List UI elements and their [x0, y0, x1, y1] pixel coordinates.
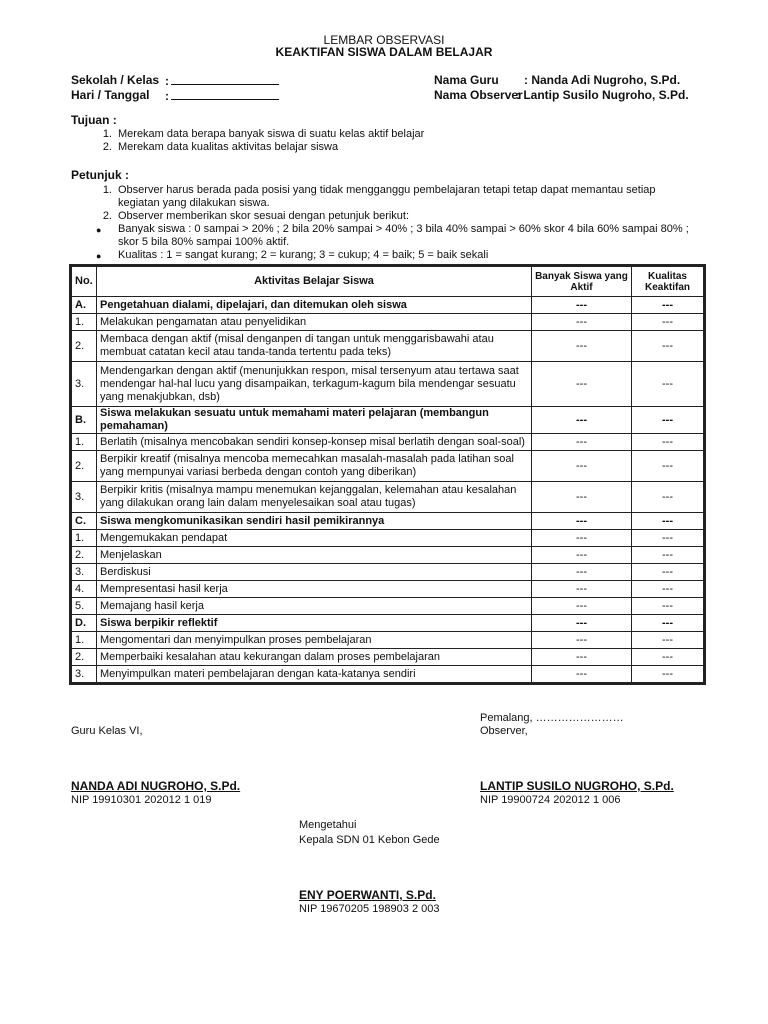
tujuan-list	[102, 128, 718, 154]
table-row	[72, 581, 704, 598]
table-row	[72, 632, 704, 649]
table-row	[72, 482, 704, 513]
table-section-row	[72, 297, 704, 314]
header-aktivitas: Aktivitas Belajar Siswa	[97, 267, 532, 297]
row-activity: Membaca dengan aktif (misal denganpen di tangan untuk menggarisbawahi atau membuat catatan kecil atau tanda-tanda tertentu pada teks)	[97, 331, 532, 362]
row-kualitas: ---	[632, 666, 704, 683]
list-item: 2. Observer memberikan skor sesuai dengan petunjuk berikut:	[102, 210, 410, 222]
observer-label: Nama Observer	[434, 88, 523, 102]
row-number: 2.	[72, 547, 97, 564]
table-section-row	[72, 407, 704, 434]
document-subtitle: KEAKTIFAN SISWA DALAM BELAJAR	[275, 45, 493, 59]
sekolah-field: :	[165, 73, 279, 89]
row-activity: Berdiskusi	[97, 564, 532, 581]
row-kualitas: ---	[632, 547, 704, 564]
row-banyak-siswa: ---	[532, 297, 632, 314]
row-activity: Siswa mengkomunikasikan sendiri hasil pemikirannya	[97, 513, 532, 530]
guru-value: : Nanda Adi Nugroho, S.Pd.	[524, 73, 681, 87]
kepala-nip: NIP 19670205 198903 2 003	[299, 903, 440, 915]
row-activity: Pengetahuan dialami, dipelajari, dan ditemukan oleh siswa	[97, 297, 532, 314]
row-number: 1.	[72, 314, 97, 331]
row-kualitas: ---	[632, 632, 704, 649]
bullet-item: ● Kualitas : 1 = sangat kurang; 2 = kurang; 3 = cukup; 4 = baik; 5 = baik sekali	[96, 249, 489, 261]
mengetahui-label: Mengetahui	[299, 819, 357, 831]
row-kualitas: ---	[632, 564, 704, 581]
observer-signature-name: LANTIP SUSILO NUGROHO, S.Pd.	[480, 779, 674, 793]
row-activity: Memajang hasil kerja	[97, 598, 532, 615]
document-title: LEMBAR OBSERVASI	[323, 33, 445, 47]
row-number: D.	[72, 615, 97, 632]
guru-label: Nama Guru	[434, 73, 499, 87]
table-row	[72, 649, 704, 666]
row-activity: Mendengarkan dengan aktif (menunjukkan respon, misal tersenyum atau tertawa saat mendengar hal-hal lucu yang disampaikan, terkagum-kagum bila mendengar sesuatu yang menakjubkan, dsb)	[97, 362, 532, 407]
table-row	[72, 362, 704, 407]
row-number: 1.	[72, 632, 97, 649]
row-activity: Berpikir kritis (misalnya mampu menemukan kejanggalan, kelemahan atau kesalahan yang dilakukan orang lain dalam menyelesaikan soal atau tugas)	[97, 482, 532, 513]
row-kualitas: ---	[632, 482, 704, 513]
list-item: 1. Merekam data berapa banyak siswa di suatu kelas aktif belajar	[102, 128, 425, 140]
row-kualitas: ---	[632, 297, 704, 314]
row-kualitas: ---	[632, 513, 704, 530]
row-number: 2.	[72, 451, 97, 482]
row-activity: Menyimpulkan materi pembelajaran dengan kata-katanya sendiri	[97, 666, 532, 683]
tujuan-heading: Tujuan :	[71, 113, 117, 127]
bullet-icon: ●	[96, 251, 102, 261]
guru-nip: NIP 19910301 202012 1 019	[71, 794, 212, 806]
row-banyak-siswa: ---	[532, 434, 632, 451]
row-kualitas: ---	[632, 649, 704, 666]
table-header-row	[72, 267, 704, 297]
table-row	[72, 331, 704, 362]
row-number: C.	[72, 513, 97, 530]
bullet-item-continuation: skor 5 bila 80% sampai 100% aktif.	[118, 236, 290, 248]
row-banyak-siswa: ---	[532, 632, 632, 649]
row-activity: Mengemukakan pendapat	[97, 530, 532, 547]
bullet-item: ● Banyak siswa : 0 sampai > 20% ; 2 bila 20% sampai > 40% ; 3 bila 40% sampai > 60% skor 4 bila 60% sampai 80% ;	[96, 223, 689, 235]
row-kualitas: ---	[632, 615, 704, 632]
row-number: 3.	[72, 362, 97, 407]
table-row	[72, 547, 704, 564]
row-kualitas: ---	[632, 434, 704, 451]
table-body	[72, 297, 704, 683]
list-item-continuation: kegiatan yang dilakukan siswa.	[118, 197, 270, 209]
row-number: 1.	[72, 434, 97, 451]
table-row	[72, 434, 704, 451]
row-banyak-siswa: ---	[532, 482, 632, 513]
row-banyak-siswa: ---	[532, 564, 632, 581]
table-row	[72, 530, 704, 547]
petunjuk-list	[96, 184, 728, 262]
row-kualitas: ---	[632, 598, 704, 615]
row-kualitas: ---	[632, 530, 704, 547]
observer-sign-label: Observer,	[480, 725, 528, 737]
row-banyak-siswa: ---	[532, 666, 632, 683]
row-banyak-siswa: ---	[532, 407, 632, 434]
row-activity: Mengomentari dan menyimpulkan proses pembelajaran	[97, 632, 532, 649]
row-kualitas: ---	[632, 314, 704, 331]
row-banyak-siswa: ---	[532, 314, 632, 331]
row-kualitas: ---	[632, 331, 704, 362]
row-activity: Siswa berpikir reflektif	[97, 615, 532, 632]
hari-field: :	[165, 88, 279, 104]
place-date: Pemalang, ……………………	[480, 712, 624, 724]
table-section-row	[72, 615, 704, 632]
kepala-signature-name: ENY POERWANTI, S.Pd.	[299, 888, 436, 902]
row-banyak-siswa: ---	[532, 581, 632, 598]
table-row	[72, 564, 704, 581]
bullet-icon: ●	[96, 225, 102, 235]
header-no: No.	[72, 267, 97, 297]
list-item: 1. Observer harus berada pada posisi yang tidak mengganggu pembelajaran tetapi tetap dapat memantau setiap	[102, 184, 656, 196]
guru-signature-name: NANDA ADI NUGROHO, S.Pd.	[71, 779, 241, 793]
row-number: B.	[72, 407, 97, 434]
row-number: 4.	[72, 581, 97, 598]
list-item: 2. Merekam data kualitas aktivitas belajar siswa	[102, 141, 339, 153]
sekolah-label: Sekolah / Kelas	[71, 73, 160, 87]
row-number: A.	[72, 297, 97, 314]
row-activity: Berpikir kreatif (misalnya mencoba memecahkan masalah-masalah pada latihan soal yang mempunyai variasi berbeda dengan contoh yang diberikan)	[97, 451, 532, 482]
row-number: 3.	[72, 564, 97, 581]
table-row	[72, 598, 704, 615]
row-banyak-siswa: ---	[532, 598, 632, 615]
row-number: 1.	[72, 530, 97, 547]
row-activity: Memperbaiki kesalahan atau kekurangan dalam proses pembelajaran	[97, 649, 532, 666]
row-number: 2.	[72, 331, 97, 362]
row-activity: Mempresentasi hasil kerja	[97, 581, 532, 598]
row-banyak-siswa: ---	[532, 362, 632, 407]
table-row	[72, 451, 704, 482]
observation-table	[71, 266, 704, 683]
row-banyak-siswa: ---	[532, 547, 632, 564]
row-banyak-siswa: ---	[532, 615, 632, 632]
row-number: 3.	[72, 482, 97, 513]
row-number: 2.	[72, 649, 97, 666]
header-kualitas: Kualitas Keaktifan	[632, 267, 704, 297]
row-activity: Berlatih (misalnya mencobakan sendiri konsep-konsep misal berlatih dengan soal-soal)	[97, 434, 532, 451]
kepala-label: Kepala SDN 01 Kebon Gede	[299, 834, 440, 846]
row-activity: Menjelaskan	[97, 547, 532, 564]
table-row	[72, 314, 704, 331]
row-banyak-siswa: ---	[532, 451, 632, 482]
observer-value: : Lantip Susilo Nugroho, S.Pd.	[516, 88, 689, 102]
row-banyak-siswa: ---	[532, 530, 632, 547]
guru-kelas-label: Guru Kelas VI,	[71, 725, 143, 737]
row-activity: Melakukan pengamatan atau penyelidikan	[97, 314, 532, 331]
row-banyak-siswa: ---	[532, 649, 632, 666]
row-kualitas: ---	[632, 362, 704, 407]
hari-label: Hari / Tanggal	[71, 88, 150, 102]
row-kualitas: ---	[632, 407, 704, 434]
table-section-row	[72, 513, 704, 530]
petunjuk-heading: Petunjuk :	[71, 168, 130, 182]
row-activity: Siswa melakukan sesuatu untuk memahami materi pelajaran (membangun pemahaman)	[97, 407, 532, 434]
row-number: 5.	[72, 598, 97, 615]
observer-nip: NIP 19900724 202012 1 006	[480, 794, 621, 806]
row-kualitas: ---	[632, 451, 704, 482]
row-number: 3.	[72, 666, 97, 683]
header-banyak-siswa: Banyak Siswa yang Aktif	[532, 267, 632, 297]
row-kualitas: ---	[632, 581, 704, 598]
table-row	[72, 666, 704, 683]
row-banyak-siswa: ---	[532, 331, 632, 362]
row-banyak-siswa: ---	[532, 513, 632, 530]
